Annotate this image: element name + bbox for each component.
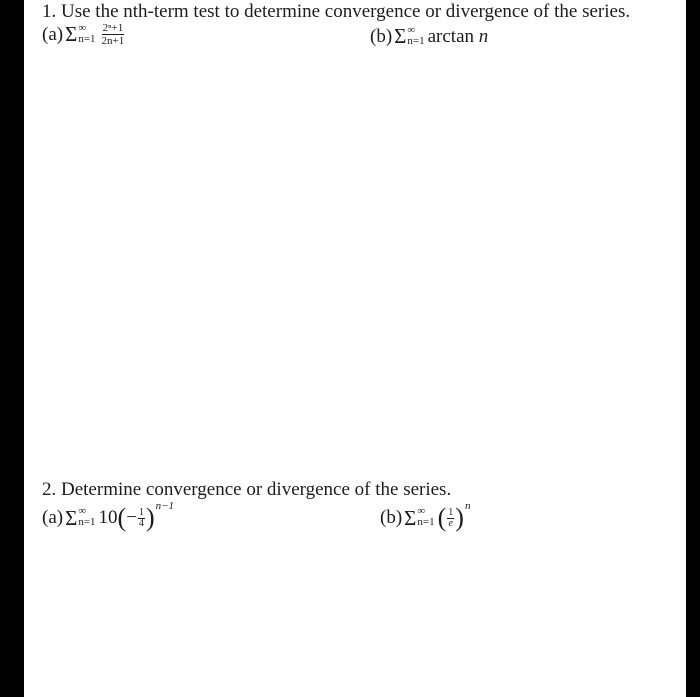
q1-b-limits [407, 25, 424, 47]
q2-part-b [380, 500, 471, 532]
q2-b-upper: ∞ [417, 505, 426, 517]
q2-a-upper: ∞ [78, 505, 87, 517]
q2-b-exponent: n [464, 500, 471, 512]
q1-part-a [42, 22, 125, 47]
q1-part-b [370, 24, 488, 49]
q1-b-label: (b) [370, 25, 393, 47]
question-1-text: 1. Use the nth-term test to determine convergence or divergence of the series. [42, 1, 631, 22]
q1-a-upper: ∞ [78, 21, 87, 34]
q2-a-exponent: n−1 [155, 500, 175, 512]
q2-a-den: 4 [138, 517, 144, 529]
q2-b-lower: n=1 [417, 516, 435, 528]
q2-a-label: (a) [42, 507, 64, 528]
q2-b-den: e [448, 517, 453, 529]
q2-a-lower: n=1 [78, 516, 96, 528]
question-2-text: 2. Determine convergence or divergence of the series. [42, 479, 452, 500]
q1-a-lower: n=1 [78, 32, 96, 45]
q2-a-num: 1 [138, 506, 144, 518]
q2-a-open-paren: ( [117, 503, 127, 532]
q1-a-sigma: Σ [65, 22, 78, 46]
q2-b-close-paren: ) [455, 503, 464, 532]
right-edge-bar [686, 0, 700, 697]
q1-b-term: arctan [427, 25, 475, 47]
q1-a-label: (a) [42, 23, 64, 45]
q2-a-fraction [138, 508, 145, 529]
q2-b-limits [417, 506, 434, 528]
q2-b-num: 1 [448, 506, 454, 518]
q2-b-fraction [447, 508, 454, 529]
q1-b-sigma: Σ [394, 24, 407, 48]
q2-part-a [42, 500, 175, 532]
q1-a-denominator: 2n+1 [101, 35, 125, 47]
q2-a-sign: − [126, 507, 137, 528]
q1-a-limits [78, 23, 95, 45]
q2-b-sigma: Σ [404, 505, 417, 530]
q2-a-limits [78, 506, 95, 528]
q1-a-fraction [101, 22, 126, 47]
left-edge-bar [0, 0, 24, 697]
q1-b-lower: n=1 [407, 34, 425, 47]
q2-a-coef: 10 [98, 507, 118, 528]
q1-b-var: n [478, 25, 489, 47]
q2-a-close-paren: ) [145, 503, 155, 532]
q2-a-sigma: Σ [65, 505, 78, 530]
q2-b-label: (b) [380, 507, 403, 528]
q2-b-open-paren: ( [437, 503, 447, 532]
q1-b-upper: ∞ [407, 23, 416, 36]
q1-a-numerator: 2ⁿ+1 [102, 22, 124, 34]
